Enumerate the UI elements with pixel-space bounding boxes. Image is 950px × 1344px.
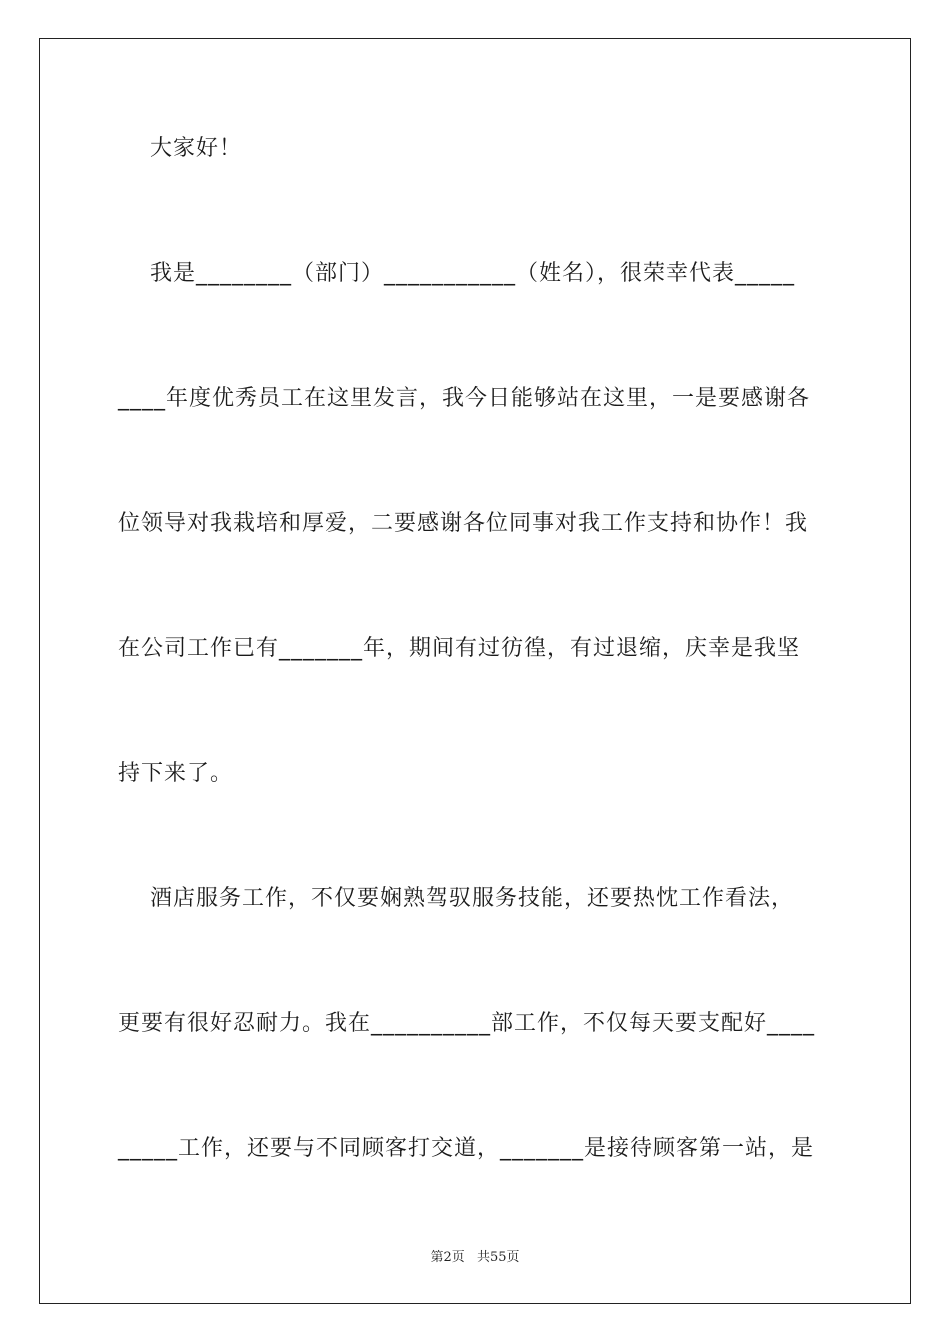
body-line: 持下来了。	[118, 761, 234, 786]
body-line: 在公司工作已有_______年，期间有过彷徨，有过退缩，庆幸是我坚	[118, 636, 801, 661]
body-line: 位领导对我栽培和厚爱，二要感谢各位同事对我工作支持和协作！我	[118, 511, 809, 536]
body-line: 酒店服务工作，不仅要娴熟驾驭服务技能，还要热忱工作看法，	[118, 886, 794, 911]
page-footer	[0, 1246, 950, 1265]
page-number: 第2页	[430, 1250, 465, 1265]
page-border	[39, 38, 911, 1304]
page-total: 共55页	[476, 1250, 520, 1265]
body-line: ____年度优秀员工在这里发言，我今日能够站在这里，一是要感谢各	[118, 386, 811, 411]
body-line: _____工作，还要与不同顾客打交道，_______是接待顾客第一站，是	[118, 1136, 815, 1161]
greeting-line: 大家好！	[118, 136, 242, 161]
body-line: 更要有很好忍耐力。我在__________部工作，不仅每天要支配好____	[118, 1011, 816, 1036]
body-line: 我是________（部门）___________（姓名），很荣幸代表_____	[118, 261, 795, 286]
